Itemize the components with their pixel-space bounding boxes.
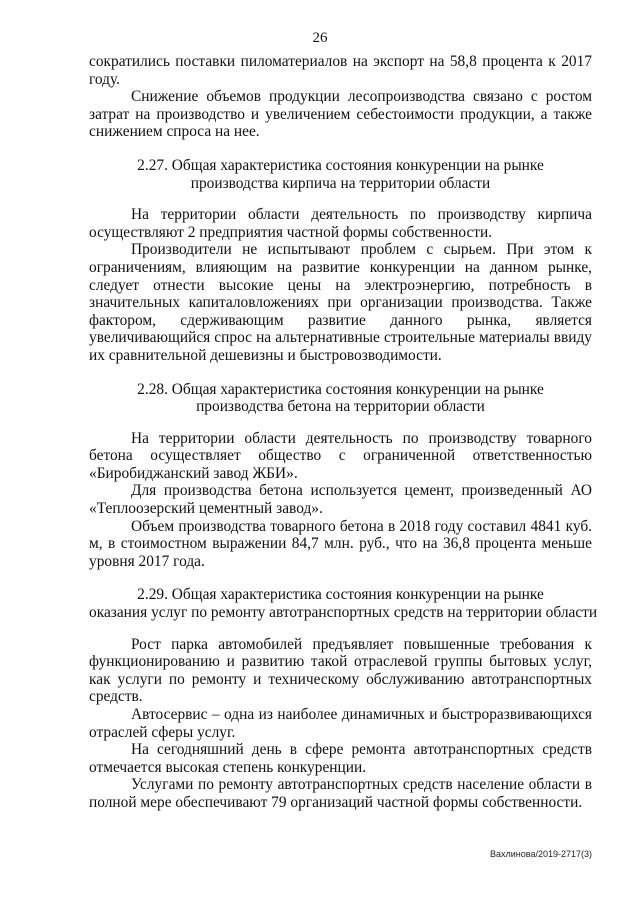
section-heading-line: 2.29. Общая характеристика состояния конкуренции на рынке [137,586,544,604]
paragraph: Объем производства товарного бетона в 2018 году составил 4841 куб. м, в стоимостном выражении 84,7 млн. руб., что на 36,8 процента меньше уровня 2017 года. [89,517,592,570]
paragraph: На территории области деятельность по производству кирпича осуществляют 2 предприятия частной формы собственности. [89,206,592,241]
section-heading-2-28 [89,381,592,416]
section-heading-line: оказания услуг по ремонту автотранспортных средств на территории области [89,604,598,622]
paragraph: Услугами по ремонту автотранспортных средств население области в полной мере обеспечивают 79 организаций частной формы собственности. [89,776,592,811]
section-heading-2-29 [89,586,598,622]
section-heading-line: производства бетона на территории области [196,398,485,416]
page-number: 26 [312,30,328,46]
paragraph: Автосервис – одна из наиболее динамичных и быстроразвивающихся отраслей сферы услуг. [89,706,592,741]
paragraph: Для производства бетона используется цемент, произведенный АО «Теплоозерский цементный завод». [89,482,592,518]
paragraph: На сегодняшний день в сфере ремонта автотранспортных средств отмечается высокая степень конкуренции. [89,741,592,776]
document-footer-code: Вахлинова/2019-2717(3) [490,849,592,859]
section-heading-line: 2.27. Общая характеристика состояния конкуренции на рынке [137,156,544,174]
paragraph: Рост парка автомобилей предъявляет повышенные требования к функционированию и развитию такой отраслевой группы бытовых услуг, как услуги по ремонту и техническому обслуживанию автотранспортных средств. [89,635,592,706]
section-heading-line: 2.28. Общая характеристика состояния конкуренции на рынке [137,380,544,398]
section-heading-2-27 [89,157,592,192]
section-heading-line: производства кирпича на территории области [190,174,491,192]
paragraph: сократились поставки пиломатериалов на экспорт на 58,8 процента к 2017 году. [89,53,592,88]
paragraph: Производители не испытывают проблем с сырьем. При этом к ограничениям, влияющим на развитие конкуренции на данном рынке, следует отнести высокие цены на электроэнергию, потребность в значительных капиталовложениях при организации производства. Также фактором, сдерживающим развитие данного рынка, является увеличивающийся спрос на альтернативные строительные материалы ввиду их сравнительной дешевизны и быстровозводимости. [89,241,592,364]
paragraph: На территории области деятельность по производству товарного бетона осуществляет общество с ограниченной ответственностью «Биробиджанский завод ЖБИ». [89,429,592,482]
page-body [89,53,598,812]
paragraph: Снижение объемов продукции лесопроизводства связано с ростом затрат на производство и увеличением себестоимости продукции, а также снижением спроса на нее. [89,88,592,141]
